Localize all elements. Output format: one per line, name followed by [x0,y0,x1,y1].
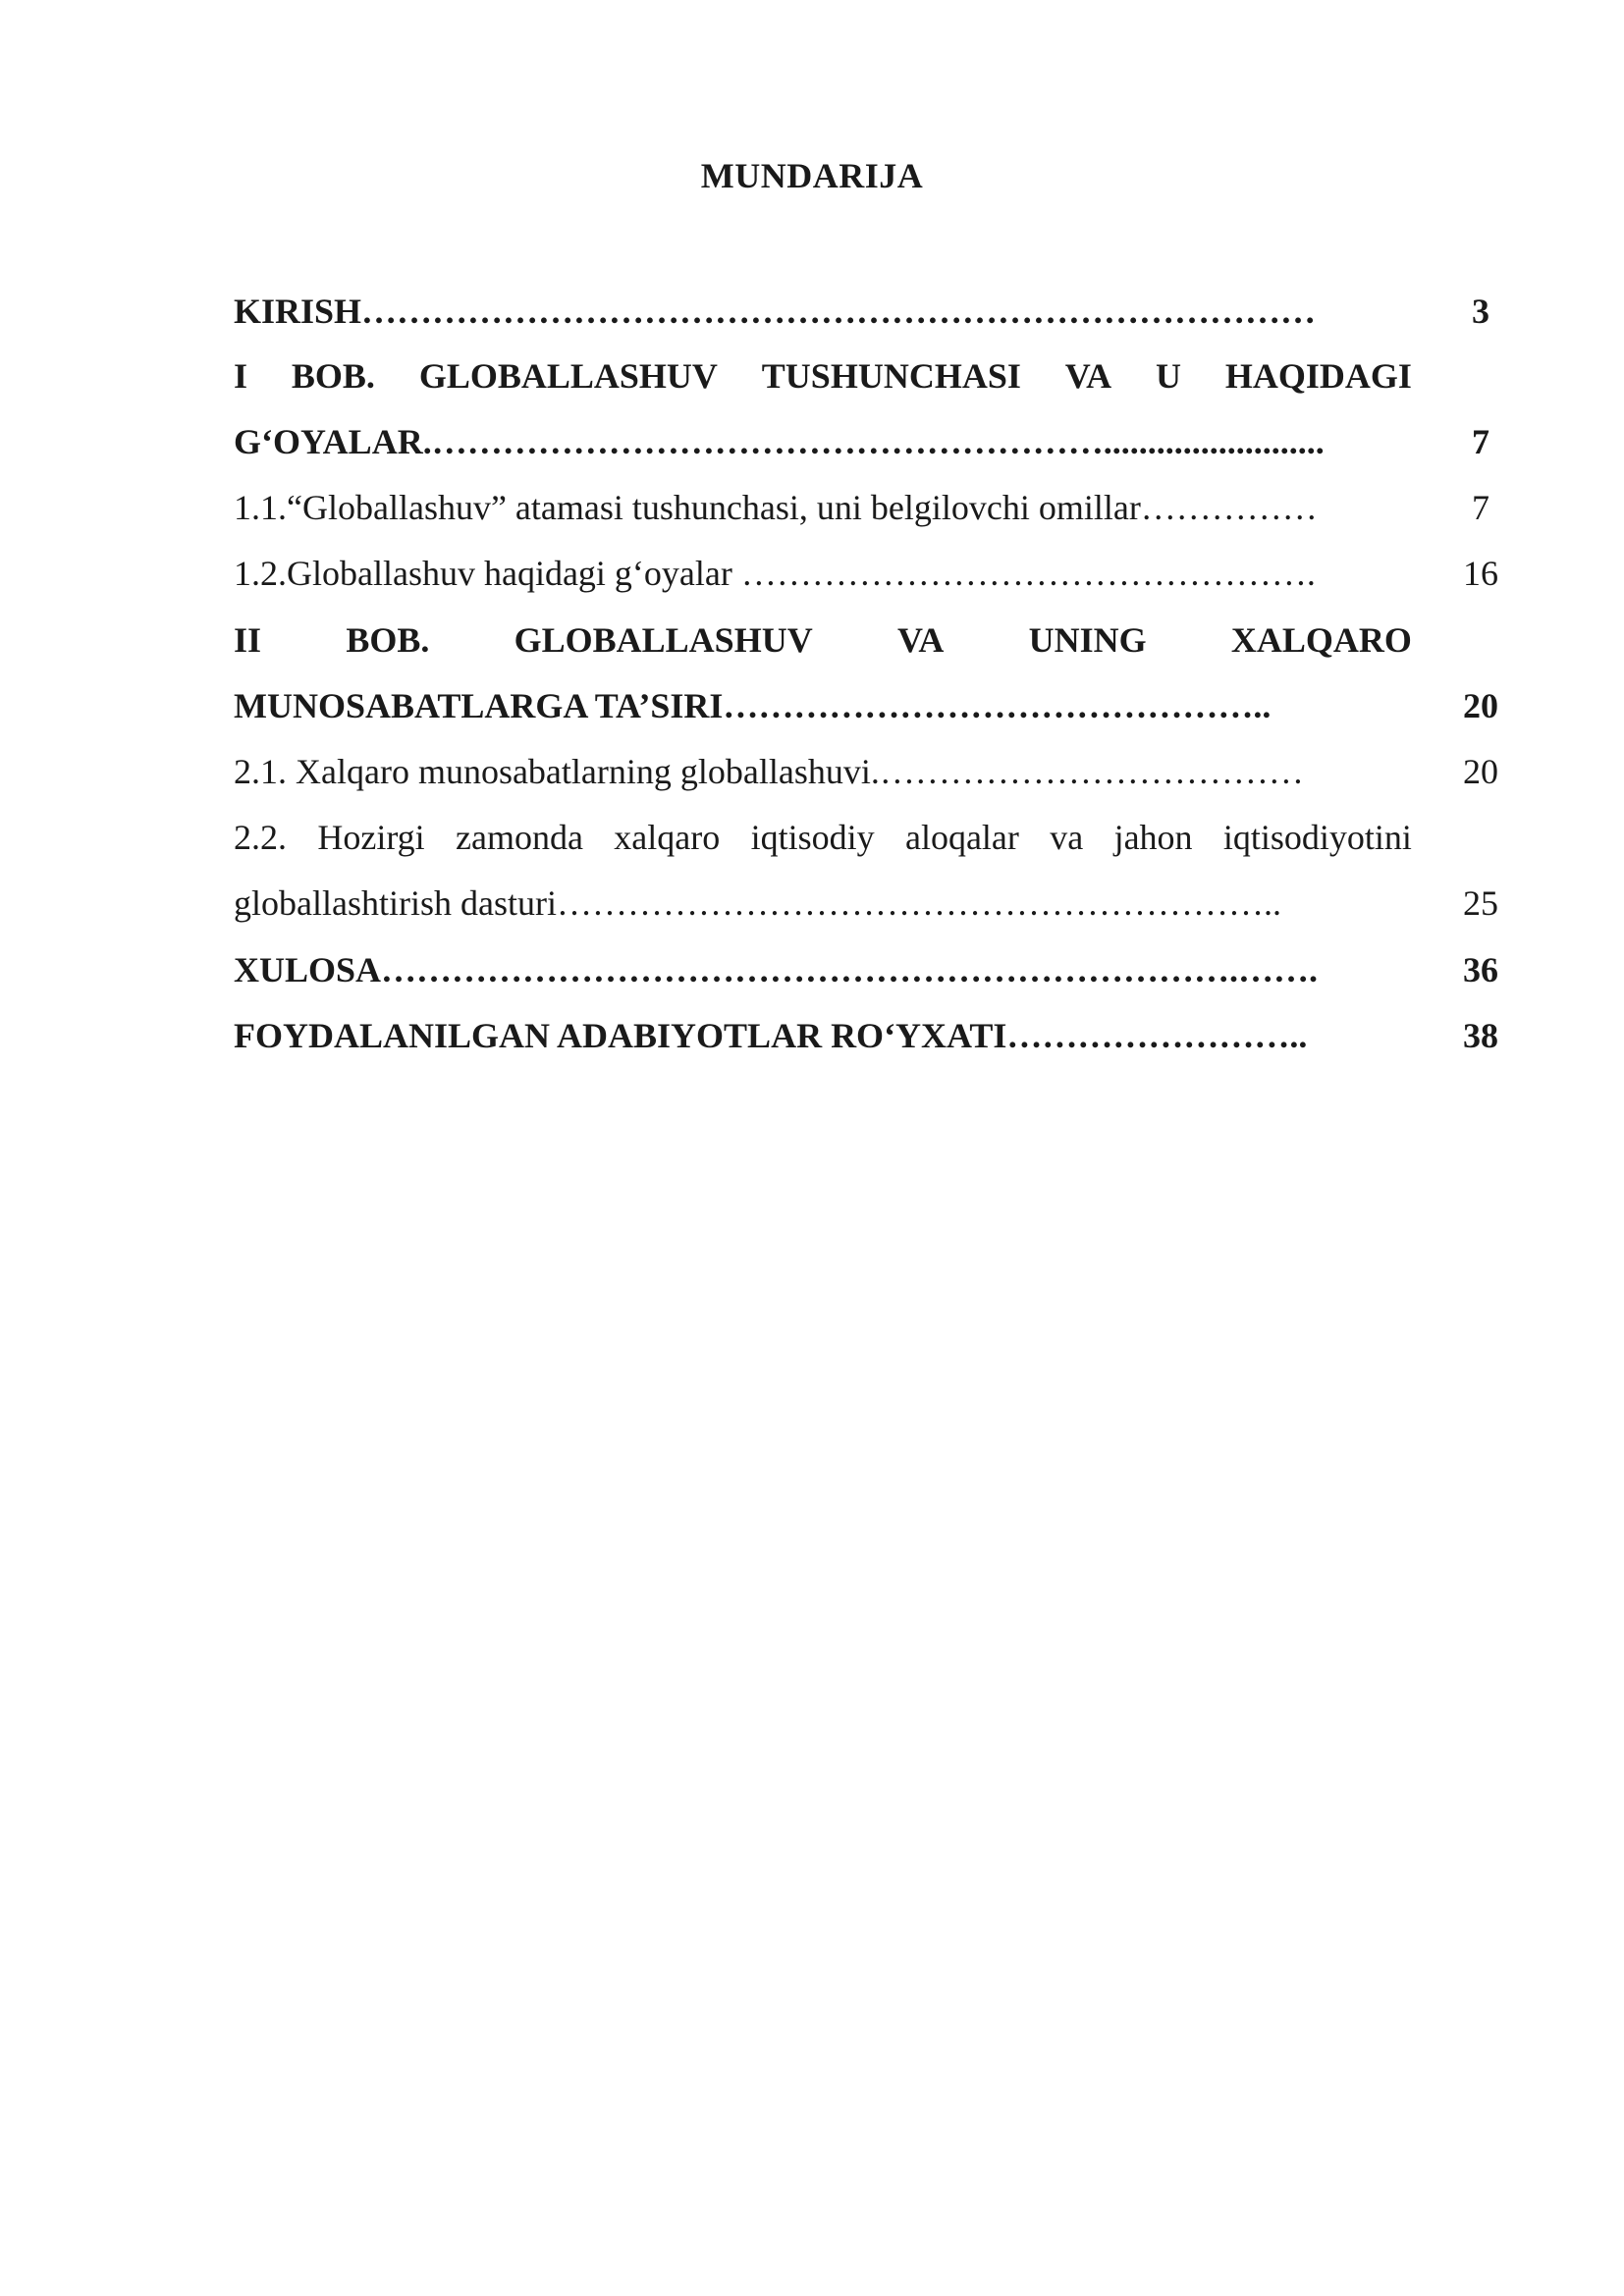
word: Hozirgi [317,818,425,857]
toc-page-number: 25 [1463,883,1498,923]
toc-page-number: 36 [1463,950,1498,989]
toc-entry-label: 2.1. Xalqaro munosabatlarning globallashuvi.……………………………… [234,752,1304,791]
toc-entry-label: 1.1.“Globallashuv” atamasi tushunchasi, uni belgilovchi omillar…………… [234,488,1318,527]
toc-entry-label-justified [234,611,1412,669]
word: BOB. [291,356,375,396]
word: va [1050,818,1084,857]
word: TUSHUNCHASI [761,356,1021,396]
toc-entry-label: MUNOSABATLARGA TA’SIRI……………………………………….. [234,686,1272,725]
word: iqtisodiyotini [1222,818,1412,857]
word: UNING [1028,620,1147,660]
word: 2.2. [234,818,287,857]
word: VA [1064,356,1112,396]
word: xalqaro [614,818,721,857]
word: zamonda [456,818,583,857]
toc-page-number: 7 [1472,422,1489,461]
toc-entry-label: globallashtirish dasturi…………………………………………………….. [234,883,1281,923]
word: jahon [1113,818,1193,857]
word: U [1156,356,1181,396]
word: VA [896,620,945,660]
word: XALQARO [1230,620,1412,660]
word: iqtisodiy [750,818,875,857]
toc-entry-label-justified [234,808,1412,867]
word: HAQIDAGI [1224,356,1412,396]
toc-entry-label: KIRISH……………………………………………………………………… [234,292,1317,331]
word: BOB. [346,620,430,660]
toc-page-number: 7 [1472,488,1489,527]
toc-page-number: 38 [1463,1016,1498,1055]
toc-entry-label: FOYDALANILGAN ADABIYOTLAR RO‘YXATI…………………….. [234,1016,1308,1055]
word: GLOBALLASHUV [418,356,718,396]
toc-entry-label: G‘OYALAR.…………………………………………………......................... [234,422,1325,461]
word: GLOBALLASHUV [514,620,813,660]
toc-entry-label: 1.2.Globallashuv haqidagi g‘oyalar …………………………………………. [234,554,1316,593]
word: aloqalar [904,818,1019,857]
toc-page-number: 3 [1472,292,1489,331]
word: I [234,356,248,396]
word: II [234,620,262,660]
toc-page-number: 16 [1463,554,1498,593]
toc-page-number: 20 [1463,752,1498,791]
toc-page-number: 20 [1463,686,1498,725]
page-title: MUNDARIJA [700,156,924,195]
toc-entry-label-justified [234,347,1412,405]
toc-entry-label: XULOSA……………………………………………………………….……. [234,950,1319,989]
